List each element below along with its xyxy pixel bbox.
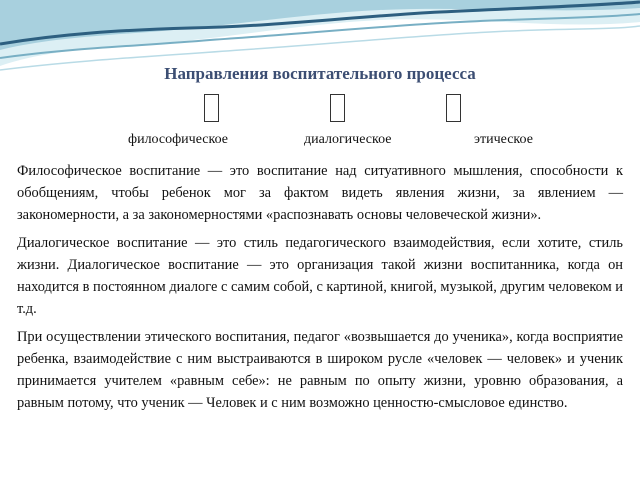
paragraph-philosophical: Философическое воспитание — это воспитание над ситуативного мышления, способности к обобщениям, чтобы ребенок мог за фактом видеть явления жизни, за явлением — закономерности, а за закономерностями «распознавать основы человеческой жизни». (17, 163, 623, 223)
content-body (17, 160, 623, 420)
direction-label-ethical: этическое (474, 132, 533, 147)
direction-label-dialogical: диалогическое (304, 132, 392, 147)
page-title: Направления воспитательного процесса (164, 64, 476, 83)
empty-box-icon (330, 94, 345, 122)
paragraph-dialogical: Диалогическое воспитание — это стиль педагогического взаимодействия, если хотите, стиль жизни. Диалогическое воспитание — это организация такой жизни воспитанника, когда он находится в постоянном диалоге с самим собой, с картиной, книгой, музыкой, другим человеком и т.д. (17, 235, 623, 317)
empty-box-icon (446, 94, 461, 122)
empty-box-icon (204, 94, 219, 122)
direction-label-philosophical: философическое (128, 132, 228, 147)
paragraph-ethical: При осуществлении этического воспитания, педагог «возвышается до ученика», когда восприятие ребенка, взаимодействие с ним выстраиваются в широком русле «человек — человек» и ученик принимается учителем «равным себе»: не равным по опыту жизни, уровню образования, а равным потому, что ученик — Человек и с ним возможно ценностю-смысловое единство. (17, 329, 623, 411)
